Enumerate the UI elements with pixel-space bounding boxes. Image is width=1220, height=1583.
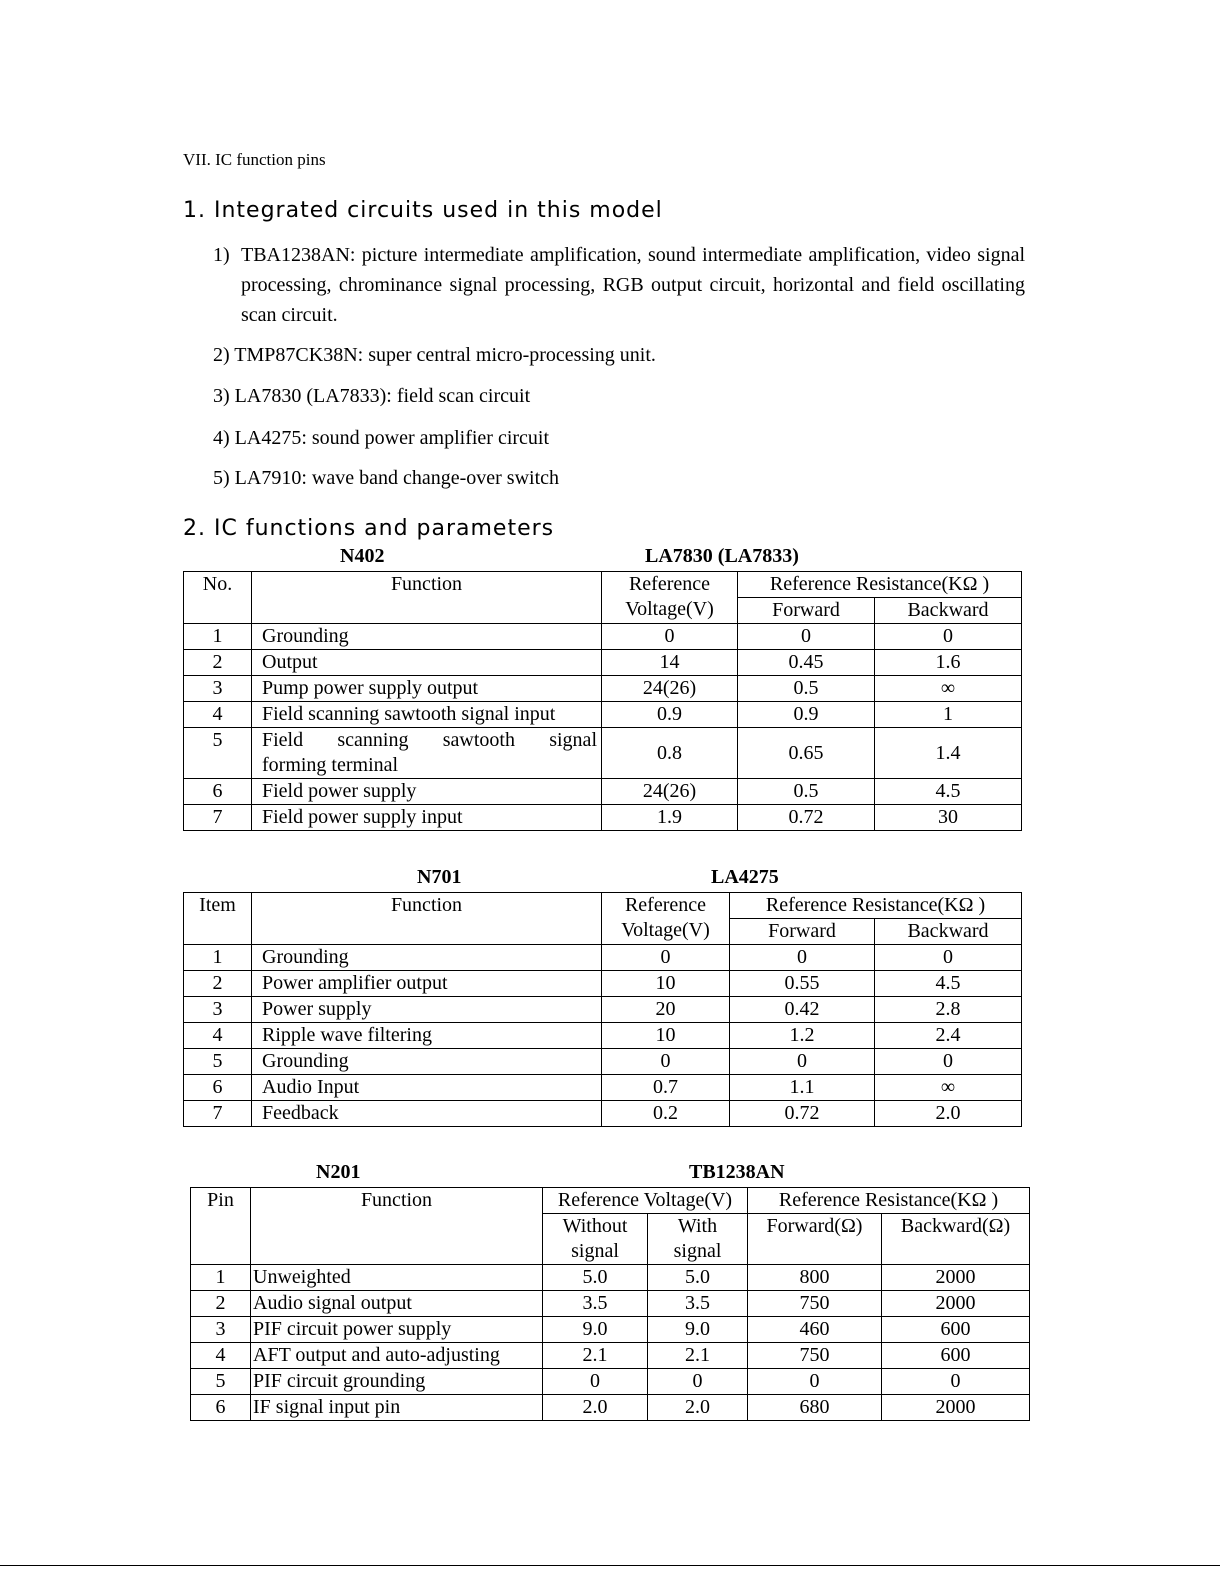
table-cell: Ripple wave filtering	[252, 1023, 602, 1049]
table-cell: 0.65	[738, 728, 875, 779]
table-cell: 5	[191, 1369, 251, 1395]
table-cell: 0.45	[738, 650, 875, 676]
page-title: VII. IC function pins	[183, 150, 326, 169]
header-item: Item	[184, 893, 252, 945]
table-cell: 2	[184, 650, 252, 676]
table-cell: 0	[882, 1369, 1030, 1395]
table-cell: 0	[602, 1049, 730, 1075]
table-cell: 2.1	[648, 1343, 748, 1369]
header-forward: Forward(Ω)	[748, 1214, 882, 1265]
table-cell: 1	[191, 1265, 251, 1291]
table-cell: 0.8	[602, 728, 738, 779]
header-pin: Pin	[191, 1188, 251, 1265]
table-cell: 3.5	[543, 1291, 648, 1317]
header-forward: Forward	[738, 598, 875, 624]
table-cell: 2	[191, 1291, 251, 1317]
table-cell: Field power supply	[252, 779, 602, 805]
table-cell: 2.0	[648, 1395, 748, 1421]
table-cell: 1	[184, 624, 252, 650]
ic-list	[183, 240, 1025, 489]
table-row	[191, 1395, 1030, 1421]
table-cell: 9.0	[648, 1317, 748, 1343]
table-row	[184, 945, 1022, 971]
table-cell: 0	[738, 624, 875, 650]
table-cell: 600	[882, 1343, 1030, 1369]
table-cell: 3.5	[648, 1291, 748, 1317]
table-cell: 4	[184, 702, 252, 728]
table-row	[184, 624, 1022, 650]
table-cell: 2000	[882, 1265, 1030, 1291]
table-row	[184, 779, 1022, 805]
table-cell: 5	[184, 1049, 252, 1075]
page-bottom-rule	[0, 1565, 1220, 1566]
table-cell: 20	[602, 997, 730, 1023]
table-ref-label: N701	[417, 866, 462, 888]
table-cell: 7	[184, 805, 252, 831]
table-cell: ∞	[875, 676, 1022, 702]
table-cell: 0.5	[738, 676, 875, 702]
table-header-row	[191, 1188, 1030, 1214]
table-cell: PIF circuit power supply	[251, 1317, 543, 1343]
table-cell: 2000	[882, 1291, 1030, 1317]
table-row	[191, 1291, 1030, 1317]
table-cell: 4	[184, 1023, 252, 1049]
table-cell: 5.0	[648, 1265, 748, 1291]
table-cell: 7	[184, 1101, 252, 1127]
table-cell: 0.9	[738, 702, 875, 728]
table-ref-label: N201	[316, 1161, 361, 1183]
table-row	[184, 728, 1022, 779]
list-item-text: TBA1238AN: picture intermediate amplification, sound intermediate amplification, video signal processing, chrominance signal processing, RGB output circuit, horizontal and field oscillating scan circuit.	[241, 244, 1025, 326]
header-ref-resistance: Reference Resistance(KΩ )	[738, 572, 1022, 598]
table-cell: 680	[748, 1395, 882, 1421]
table-row	[184, 971, 1022, 997]
header-with-signal: With signal	[648, 1214, 748, 1265]
table-cell: 2000	[882, 1395, 1030, 1421]
header-ref-voltage: Reference Voltage(V)	[543, 1188, 748, 1214]
table-row	[191, 1369, 1030, 1395]
table-cell: 6	[191, 1395, 251, 1421]
table-cell: Field scanning sawtooth signal forming terminal	[252, 728, 602, 779]
table-cell: 2.1	[543, 1343, 648, 1369]
table-cell: 460	[748, 1317, 882, 1343]
table-cell: 14	[602, 650, 738, 676]
header-backward: Backward(Ω)	[882, 1214, 1030, 1265]
table-cell: IF signal input pin	[251, 1395, 543, 1421]
table-cell: 1.4	[875, 728, 1022, 779]
table-cell: 4.5	[875, 971, 1022, 997]
table-row	[184, 1023, 1022, 1049]
table-cell: 1	[184, 945, 252, 971]
table-row	[191, 1343, 1030, 1369]
table-row	[184, 1049, 1022, 1075]
table-cell: 0.5	[738, 779, 875, 805]
table-cell: 2.0	[543, 1395, 648, 1421]
table-cell: 4	[191, 1343, 251, 1369]
table-row	[184, 650, 1022, 676]
table-cell: 0	[543, 1369, 648, 1395]
section-heading-ic-functions: 2. IC functions and parameters	[183, 516, 555, 541]
table-cell: Power amplifier output	[252, 971, 602, 997]
table-cell: 800	[748, 1265, 882, 1291]
table-row	[184, 805, 1022, 831]
section-heading-integrated-circuits: 1. Integrated circuits used in this model	[183, 198, 663, 223]
table-cell: 10	[602, 1023, 730, 1049]
header-backward: Backward	[875, 919, 1022, 945]
table-cell: 0.9	[602, 702, 738, 728]
header-ref-resistance: Reference Resistance(KΩ )	[748, 1188, 1030, 1214]
table-row	[184, 1075, 1022, 1101]
header-ref-voltage: Reference Voltage(V)	[602, 572, 738, 624]
table-cell: 1.9	[602, 805, 738, 831]
table-cell: 0	[602, 624, 738, 650]
header-no: No.	[184, 572, 252, 624]
header-function: Function	[252, 572, 602, 624]
table-cell: 0	[730, 1049, 875, 1075]
table-cell: Unweighted	[251, 1265, 543, 1291]
table-cell: PIF circuit grounding	[251, 1369, 543, 1395]
table-cell: 5	[184, 728, 252, 779]
table-cell: 9.0	[543, 1317, 648, 1343]
pin-table-la7830	[183, 571, 1022, 831]
table-cell: 3	[184, 997, 252, 1023]
pin-table-la4275	[183, 892, 1022, 1127]
table-cell: 0.42	[730, 997, 875, 1023]
table-cell: 30	[875, 805, 1022, 831]
table-cell: 3	[184, 676, 252, 702]
table-row	[184, 997, 1022, 1023]
table-cell: 1.1	[730, 1075, 875, 1101]
table-cell: 0	[602, 945, 730, 971]
table-cell: 1.6	[875, 650, 1022, 676]
table-cell: Pump power supply output	[252, 676, 602, 702]
table-cell: 750	[748, 1291, 882, 1317]
table-row	[191, 1317, 1030, 1343]
table-cell: 0.72	[738, 805, 875, 831]
table-cell: 6	[184, 1075, 252, 1101]
table-cell: 1	[875, 702, 1022, 728]
header-backward: Backward	[875, 598, 1022, 624]
table-cell: 5.0	[543, 1265, 648, 1291]
header-ref-voltage: Reference Voltage(V)	[602, 893, 730, 945]
table-cell: 750	[748, 1343, 882, 1369]
table-cell: 600	[882, 1317, 1030, 1343]
table-cell: 3	[191, 1317, 251, 1343]
table-cell: 0.2	[602, 1101, 730, 1127]
table-header-row	[184, 893, 1022, 919]
table-cell: Grounding	[252, 945, 602, 971]
table-cell: 2.8	[875, 997, 1022, 1023]
table-chip-label: LA7830 (LA7833)	[645, 545, 799, 567]
table-row	[184, 676, 1022, 702]
header-forward: Forward	[730, 919, 875, 945]
table-cell: 2.4	[875, 1023, 1022, 1049]
table-cell: Field scanning sawtooth signal input	[252, 702, 602, 728]
table-cell: 4.5	[875, 779, 1022, 805]
table-cell: Field power supply input	[252, 805, 602, 831]
table-cell: 0.55	[730, 971, 875, 997]
table-cell: 24(26)	[602, 779, 738, 805]
table-cell: 2	[184, 971, 252, 997]
list-item-number: 1)	[213, 244, 230, 266]
list-item: 2) TMP87CK38N: super central micro-processing unit.	[213, 344, 656, 366]
table-cell: 6	[184, 779, 252, 805]
table-cell: Grounding	[252, 1049, 602, 1075]
table-cell: Grounding	[252, 624, 602, 650]
table-cell: 0	[748, 1369, 882, 1395]
table-cell: Power supply	[252, 997, 602, 1023]
table-row	[184, 1101, 1022, 1127]
table-chip-label: LA4275	[711, 866, 779, 888]
header-function: Function	[252, 893, 602, 945]
table-cell: 0.72	[730, 1101, 875, 1127]
table-cell: 0	[875, 1049, 1022, 1075]
table-cell: 10	[602, 971, 730, 997]
list-item: 5) LA7910: wave band change-over switch	[213, 467, 559, 489]
table-cell: 2.0	[875, 1101, 1022, 1127]
list-item: 3) LA7830 (LA7833): field scan circuit	[213, 385, 531, 407]
table-cell: Output	[252, 650, 602, 676]
table-cell: 0.7	[602, 1075, 730, 1101]
table-ref-label: N402	[340, 545, 385, 567]
table-cell: ∞	[875, 1075, 1022, 1101]
table-cell: 0	[875, 624, 1022, 650]
table-cell: 0	[648, 1369, 748, 1395]
table-chip-label: TB1238AN	[689, 1161, 785, 1183]
table-cell: 0	[730, 945, 875, 971]
header-ref-resistance: Reference Resistance(KΩ )	[730, 893, 1022, 919]
table-cell: Feedback	[252, 1101, 602, 1127]
header-function: Function	[251, 1188, 543, 1265]
table-row	[184, 702, 1022, 728]
table-row	[191, 1265, 1030, 1291]
table-cell: 1.2	[730, 1023, 875, 1049]
table-cell: Audio Input	[252, 1075, 602, 1101]
list-item: 4) LA4275: sound power amplifier circuit	[213, 427, 550, 449]
table-cell: Audio signal output	[251, 1291, 543, 1317]
table-cell: 0	[875, 945, 1022, 971]
table-cell: AFT output and auto-adjusting	[251, 1343, 543, 1369]
header-without-signal: Without signal	[543, 1214, 648, 1265]
table-cell: 24(26)	[602, 676, 738, 702]
list-item	[183, 240, 1025, 330]
pin-table-tb1238an	[190, 1187, 1030, 1421]
table-header-row	[184, 572, 1022, 598]
